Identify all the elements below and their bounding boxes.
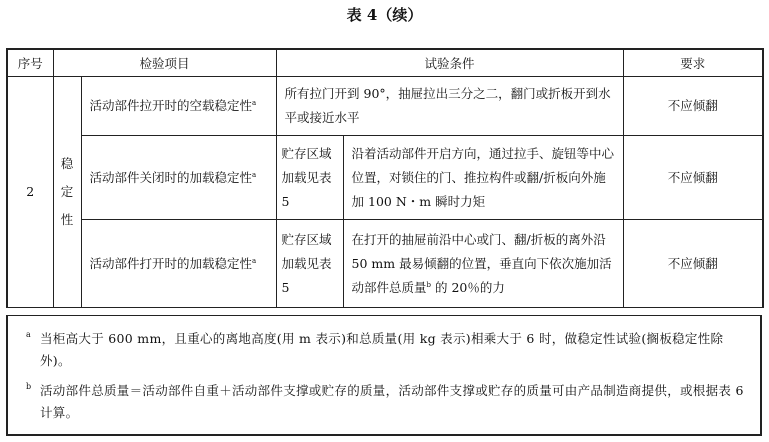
seq-cell: 2 [7,77,53,308]
group-label [53,77,81,308]
condition-text-tail: 的 20％的力 [431,279,505,295]
condition-cell: 沿着活动部件开启方向，通过拉手、旋钮等中心位置，对锁住的门、推拉构件或翻/折板向外施加 100 N・m 瞬时力矩 [343,136,623,220]
footnote-ref: b [426,280,432,289]
footnote-mark: a [26,330,31,339]
header-requirement: 要求 [623,49,763,77]
header-item: 检验项目 [53,49,276,77]
test-item-cell [81,136,276,220]
table-title: 表 4（续） [346,6,423,24]
zone-cell: 贮存区域加载见表 5 [276,136,343,220]
condition-text: 在打开的抽屉前沿中心或门、翻/折板的离外沿 50 mm 最易倾翻的位置，垂直向下依次施加活动部件总质量 [351,231,612,295]
requirement-cell: 不应倾翻 [623,77,763,136]
group-char: 定 [60,184,74,199]
table-header-row [7,49,763,77]
footnote-a [26,328,750,372]
footnotes [6,315,762,436]
table-row [7,220,763,308]
footnote-mark: b [26,382,32,391]
test-item-text: 活动部件打开时的加载稳定性 [89,255,253,271]
footnote-b [26,380,750,424]
test-item-text: 活动部件关闭时的加载稳定性 [89,169,253,185]
footnote-text: 活动部件总质量＝活动部件自重＋活动部件支撑或贮存的质量，活动部件支撑或贮存的质量可由产品制造商提供，或根据表 6 计算。 [40,383,744,420]
condition-cell: 所有拉门开到 90°，抽屉拉出三分之二，翻门或折板开到水平或接近水平 [276,77,623,136]
requirement-cell: 不应倾翻 [623,136,763,220]
group-char: 稳 [60,156,74,171]
footnote-ref: a [252,98,257,107]
footnote-ref: a [252,170,257,179]
footnote-ref: a [252,256,257,265]
group-char: 性 [60,212,74,227]
footnote-text: 当柜高大于 600 mm，且重心的离地高度(用 m 表示)和总质量(用 kg 表示)相乘大于 6 时，做稳定性试验(搁板稳定性除外)。 [40,331,724,368]
condition-cell [343,220,623,308]
test-item-text: 活动部件拉开时的空载稳定性 [89,98,253,113]
requirement-cell: 不应倾翻 [623,220,763,308]
stability-test-table [6,48,764,308]
zone-cell: 贮存区域加载见表 5 [276,220,343,308]
header-seq: 序号 [7,49,53,77]
test-item-cell [81,77,276,136]
table-row [7,136,763,220]
header-condition: 试验条件 [276,49,623,77]
test-item-cell [81,220,276,308]
table-row [7,77,763,136]
